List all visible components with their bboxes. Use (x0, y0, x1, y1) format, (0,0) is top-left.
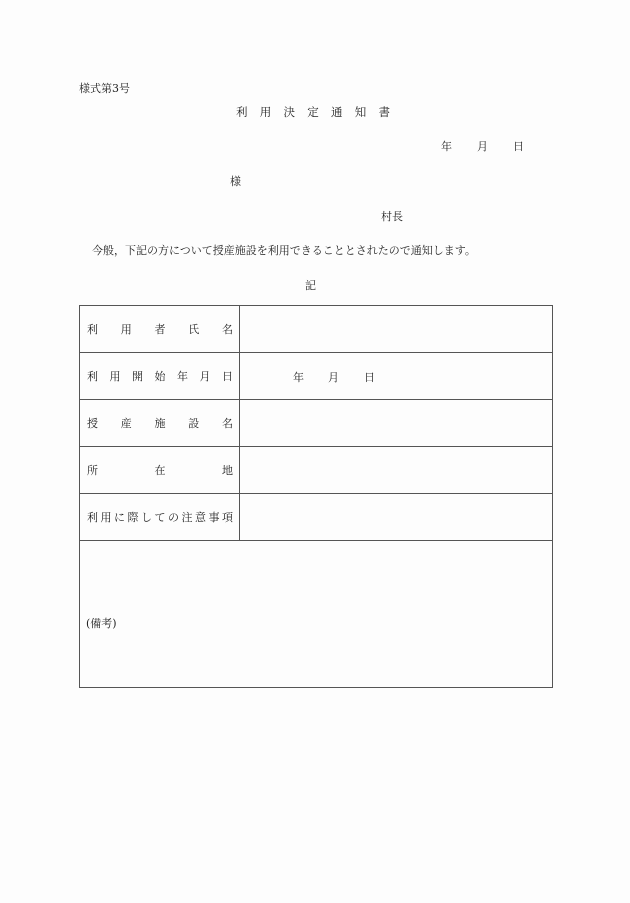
date-month-label: 月 (477, 140, 488, 153)
row-label-location: 所 在 地 (80, 447, 240, 494)
ki-heading: 記 (305, 279, 316, 292)
form-number: 様式第3号 (79, 82, 130, 95)
start-date-month: 月 (328, 371, 339, 384)
table-row (80, 447, 553, 494)
row-label-user-name: 利 用 者 氏 名 (80, 306, 240, 353)
table-row (80, 541, 553, 688)
notice-table (79, 305, 553, 688)
document-title: 利 用 決 定 通 知 書 (236, 105, 390, 119)
table-row (80, 494, 553, 541)
recipient-honorific: 様 (230, 175, 241, 188)
table-row (80, 353, 553, 400)
row-label-start-date: 利 用 開 始 年 月 日 (80, 353, 240, 400)
body-text: 今般，下記の方について授産施設を利用できることとされたので通知します。 (92, 244, 476, 257)
row-label-usage-notes: 利 用 に 際 し て の 注 意 事 項 (80, 494, 240, 541)
location-value (240, 447, 553, 494)
start-date-value (240, 353, 553, 400)
table-row (80, 400, 553, 447)
remarks-label: (備考) (86, 616, 117, 630)
issuer-title: 村長 (381, 210, 403, 223)
date-day-label: 日 (513, 140, 524, 153)
start-date-year: 年 (293, 371, 304, 384)
user-name-value (240, 306, 553, 353)
facility-name-value (240, 400, 553, 447)
remarks-cell (80, 541, 553, 688)
table-row (80, 306, 553, 353)
start-date-day: 日 (364, 371, 375, 384)
date-year-label: 年 (441, 140, 452, 153)
row-label-facility-name: 授 産 施 設 名 (80, 400, 240, 447)
usage-notes-value (240, 494, 553, 541)
